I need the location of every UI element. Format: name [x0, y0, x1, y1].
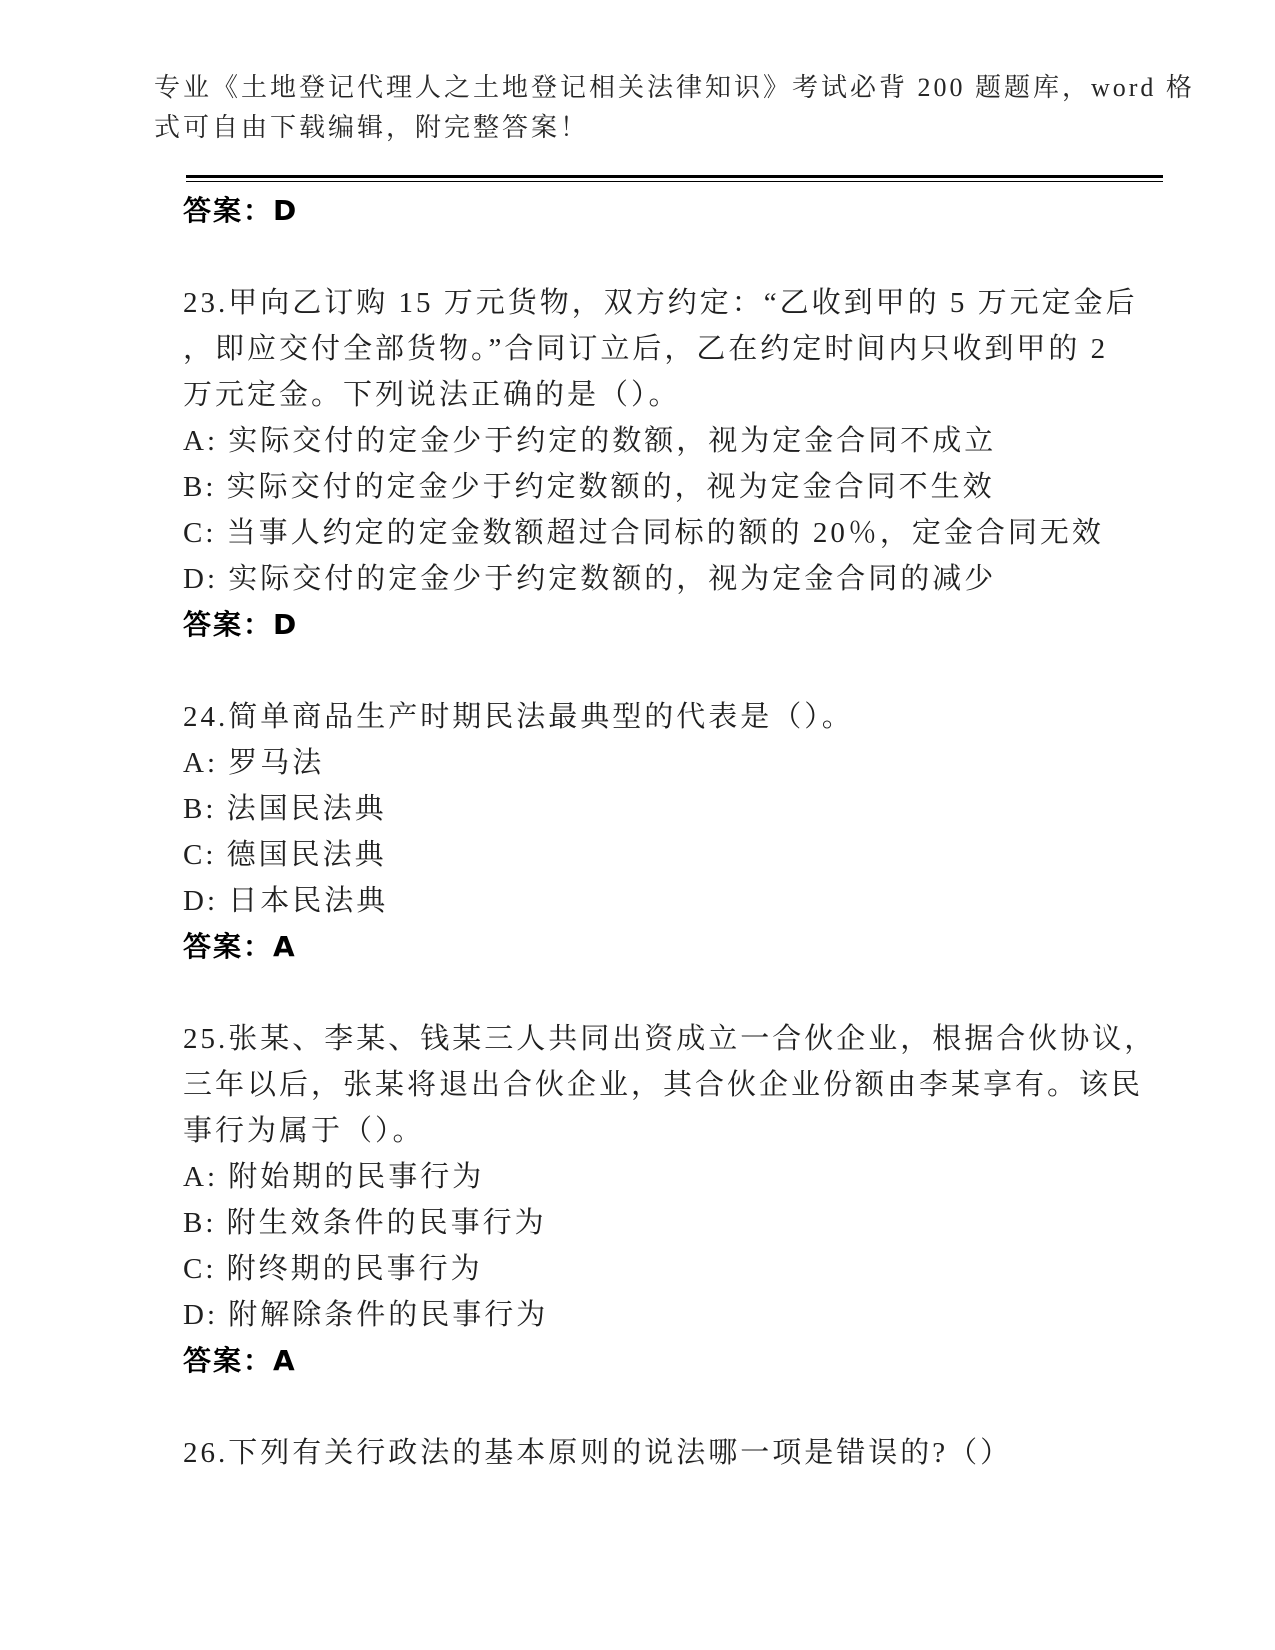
question-text-line: 25.张某、李某、钱某三人共同出资成立一合伙企业，根据合伙协议， [183, 1023, 1157, 1055]
question-text-line: 23.甲向乙订购 15 万元货物，双方约定：“乙收到甲的 5 万元定金后 [183, 287, 1138, 319]
answer-line-q24: 答案：A [183, 930, 297, 963]
question-23 [183, 280, 1168, 602]
option-a: A: 附始期的民事行为 [183, 1161, 485, 1193]
option-b: B: 法国民法典 [183, 793, 387, 825]
question-24 [183, 694, 1168, 924]
answer-line-q23: 答案：D [183, 608, 299, 641]
answer-line-q25: 答案：A [183, 1344, 297, 1377]
question-text-line: 三年以后，张某将退出合伙企业，其合伙企业份额由李某享有。该民 [183, 1069, 1144, 1101]
option-b: B: 实际交付的定金少于约定数额的，视为定金合同不生效 [183, 471, 995, 503]
option-d: D: 实际交付的定金少于约定数额的，视为定金合同的减少 [183, 563, 997, 595]
option-b: B: 附生效条件的民事行为 [183, 1207, 547, 1239]
option-c: C: 德国民法典 [183, 839, 387, 871]
question-text-line: ，即应交付全部货物。”合同订立后，乙在约定时间内只收到甲的 2 [183, 333, 1109, 365]
question-text-line: 26.下列有关行政法的基本原则的说法哪一项是错误的?（） [183, 1437, 1013, 1469]
option-c: C: 当事人约定的定金数额超过合同标的额的 20％，定金合同无效 [183, 517, 1104, 549]
question-text-line: 万元定金。下列说法正确的是（）。 [183, 379, 681, 411]
question-25 [183, 1016, 1168, 1338]
header-divider-rule [186, 175, 1163, 182]
answer-line-q22: 答案：D [183, 194, 299, 227]
option-d: D: 附解除条件的民事行为 [183, 1299, 549, 1331]
header-text-line: 式可自由下载编辑，附完整答案！ [154, 113, 590, 142]
option-c: C: 附终期的民事行为 [183, 1253, 483, 1285]
question-text-line: 事行为属于（）。 [183, 1115, 425, 1147]
document-body [183, 188, 1168, 1476]
option-d: D: 日本民法典 [183, 885, 389, 917]
header-text-line: 专业《土地登记代理人之土地登记相关法律知识》考试必背 200 题题库，word 格 [154, 73, 1195, 102]
question-text-line: 24.简单商品生产时期民法最典型的代表是（）。 [183, 701, 854, 733]
question-26 [183, 1430, 1168, 1476]
page-header [154, 68, 1195, 148]
option-a: A: 罗马法 [183, 747, 325, 779]
option-a: A: 实际交付的定金少于约定的数额，视为定金合同不成立 [183, 425, 997, 457]
